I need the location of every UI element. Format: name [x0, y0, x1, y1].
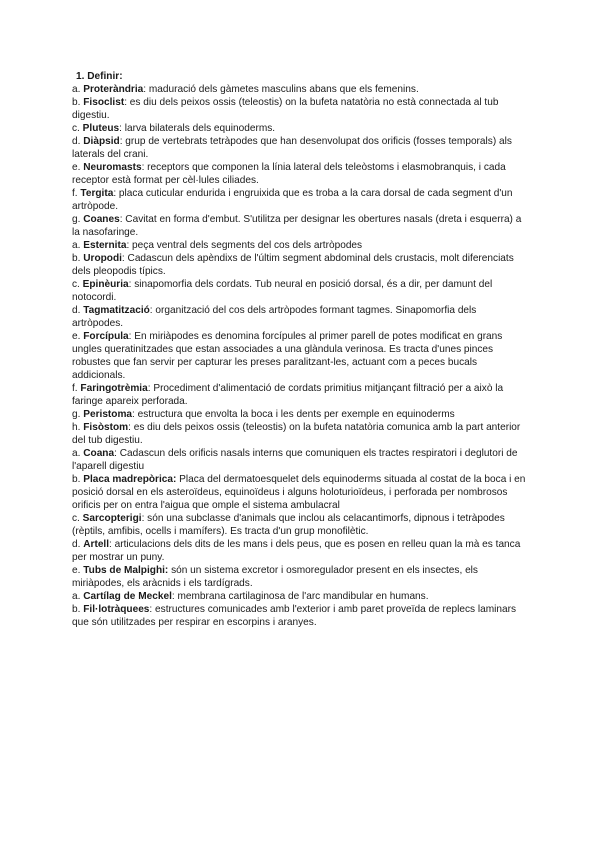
- item-prefix: c.: [72, 123, 83, 134]
- item-term: Pluteus: [82, 123, 120, 134]
- item-prefix: d.: [72, 539, 84, 550]
- item-definition: : grup de vertebrats tetràpodes que han desenvolupat dos orificis (fosses temporals) als laterals del crani.: [72, 136, 512, 160]
- item-definition: : maduració dels gàmetes masculins abans que els femenins.: [143, 84, 419, 95]
- item-prefix: b.: [72, 474, 84, 485]
- item-prefix: e.: [72, 331, 84, 342]
- definition-item: [72, 187, 528, 213]
- item-term: Neuromasts: [83, 162, 142, 173]
- definition-item: [72, 304, 528, 330]
- item-term: Uropodi: [83, 253, 122, 264]
- item-term: Cartílag de Meckel: [83, 591, 172, 602]
- item-term: Coana: [83, 448, 115, 459]
- item-term: Faringotrèmia: [80, 383, 148, 394]
- item-definition: : es diu dels peixos ossis (teleostis) on la bufeta natatòria comunica amb la part anterior del tub digestiu.: [72, 422, 521, 446]
- item-term: Diàpsid: [83, 136, 120, 147]
- definition-item: [72, 252, 528, 278]
- definition-item: [72, 590, 528, 603]
- item-definition: són un sistema excretor i osmoregulador present en els insectes, els miriàpodes, els aràcnids i els tardígrads.: [72, 565, 478, 589]
- item-prefix: d.: [72, 305, 84, 316]
- definition-item: [72, 135, 528, 161]
- definition-item: [72, 603, 528, 629]
- item-prefix: a.: [72, 591, 84, 602]
- item-prefix: b.: [72, 97, 84, 108]
- item-prefix: c.: [72, 513, 83, 524]
- definition-item: [72, 564, 528, 590]
- item-term: Peristoma: [83, 409, 133, 420]
- definition-item: [72, 330, 528, 382]
- item-definition: : Cadascun dels orificis nasals interns que comuniquen els tractes respiratori i deglutori de l'aparell digestiu: [72, 448, 518, 472]
- item-prefix: f.: [72, 188, 81, 199]
- item-term: Fisòstom: [83, 422, 129, 433]
- item-prefix: a.: [72, 448, 84, 459]
- item-prefix: a.: [72, 84, 84, 95]
- item-definition: : peça ventral dels segments del cos dels artròpodes: [126, 240, 363, 251]
- definition-item: [72, 512, 528, 538]
- item-definition: : organització del cos dels artròpodes formant tagmes. Sinapomorfia dels artròpodes.: [72, 305, 477, 329]
- definition-item: [72, 96, 528, 122]
- definition-item: [72, 473, 528, 512]
- item-term: Artell: [83, 539, 110, 550]
- item-term: Sarcopterigi: [82, 513, 142, 524]
- item-definition: : En miriàpodes es denomina forcípules al primer parell de potes modificat en grans ungles queratinitzades que estan associades a una glàndula verinosa. Es tracta d'unes pinces robustes que fan servir per capturar les preses paralitzant-les, actuant com a peces bucals addicionals.: [72, 331, 503, 381]
- item-term: Coanes: [83, 214, 120, 225]
- item-term: Tergita: [80, 188, 114, 199]
- item-prefix: e.: [72, 162, 84, 173]
- definition-item: [72, 161, 528, 187]
- item-term: Epinèuria: [82, 279, 129, 290]
- item-prefix: c.: [72, 279, 83, 290]
- item-definition: : estructura que envolta la boca i les dents per exemple en equinoderms: [132, 409, 455, 420]
- item-prefix: d.: [72, 136, 84, 147]
- item-definition: : membrana cartilaginosa de l'arc mandibular en humans.: [171, 591, 429, 602]
- definition-item: [72, 538, 528, 564]
- definition-item: [72, 213, 528, 239]
- definition-item: [72, 408, 528, 421]
- item-prefix: a.: [72, 240, 84, 251]
- item-prefix: b.: [72, 604, 84, 615]
- item-definition: : larva bilaterals dels equinoderms.: [119, 123, 276, 134]
- definition-item: [72, 278, 528, 304]
- item-term: Esternita: [83, 240, 127, 251]
- item-prefix: e.: [72, 565, 84, 576]
- definition-list: [72, 83, 528, 629]
- item-prefix: g.: [72, 409, 84, 420]
- section-heading: 1. Definir:: [76, 71, 123, 82]
- item-term: Fisoclist: [83, 97, 125, 108]
- item-term: Tubs de Malpighi:: [83, 565, 169, 576]
- item-prefix: g.: [72, 214, 84, 225]
- item-definition: : articulacions dels dits de les mans i dels peus, que es posen en relleu quan la mà es tanca per mostrar un puny.: [72, 539, 521, 563]
- item-definition: : Procediment d'alimentació de cordats primitius mitjançant filtració per a això la faringe apareix perforada.: [72, 383, 504, 407]
- item-definition: : placa cuticular endurida i engruixida que es troba a la cara dorsal de cada segment d'un artròpode.: [72, 188, 513, 212]
- definition-item: [72, 239, 528, 252]
- item-definition: : receptors que componen la línia lateral dels teleòstoms i elasmobranquis, i cada receptor està format per cèl·lules ciliades.: [72, 162, 506, 186]
- item-definition: : són una subclasse d'animals que inclou als celacantimorfs, dipnous i tetràpodes (rèptils, amfibis, ocells i mamífers). Es tracta d'un grup monofilètic.: [72, 513, 505, 537]
- definition-item: [72, 382, 528, 408]
- item-term: Tagmatització: [83, 305, 150, 316]
- definition-item: [72, 421, 528, 447]
- item-definition: Placa del dermatoesquelet dels equinoderms situada al costat de la boca i en posició dorsal en els asteroïdeus, equinoïdeus i alguns holoturioïdeus, i perforada per nombrosos orificis per on entra l'aigua que omple el sistema ambulacral: [72, 474, 526, 511]
- item-term: Proteràndria: [83, 84, 144, 95]
- item-term: Placa madrepòrica:: [83, 474, 177, 485]
- definition-item: [72, 447, 528, 473]
- item-prefix: h.: [72, 422, 84, 433]
- item-prefix: f.: [72, 383, 81, 394]
- item-definition: : Cavitat en forma d'embut. S'utilitza per designar les obertures nasals (dreta i esquerra) a la nasofaringe.: [72, 214, 522, 238]
- item-term: Forcípula: [83, 331, 129, 342]
- item-definition: : Cadascun dels apèndixs de l'últim segment abdominal dels crustacis, molt diferenciats dels pleopodis típics.: [72, 253, 514, 277]
- document-page: [72, 70, 528, 629]
- definition-item: [72, 83, 528, 96]
- item-definition: : es diu dels peixos ossis (teleostis) on la bufeta natatòria no està connectada al tub digestiu.: [72, 97, 499, 121]
- item-prefix: b.: [72, 253, 84, 264]
- definition-item: [72, 122, 528, 135]
- item-term: Fil·lotràquees: [83, 604, 150, 615]
- item-definition: : estructures comunicades amb l'exterior i amb paret proveïda de replecs laminars que són utilitzades per respirar en escorpins i aranyes.: [72, 604, 517, 628]
- item-definition: : sinapomorfia dels cordats. Tub neural en posició dorsal, és a dir, per damunt del notocordi.: [72, 279, 493, 303]
